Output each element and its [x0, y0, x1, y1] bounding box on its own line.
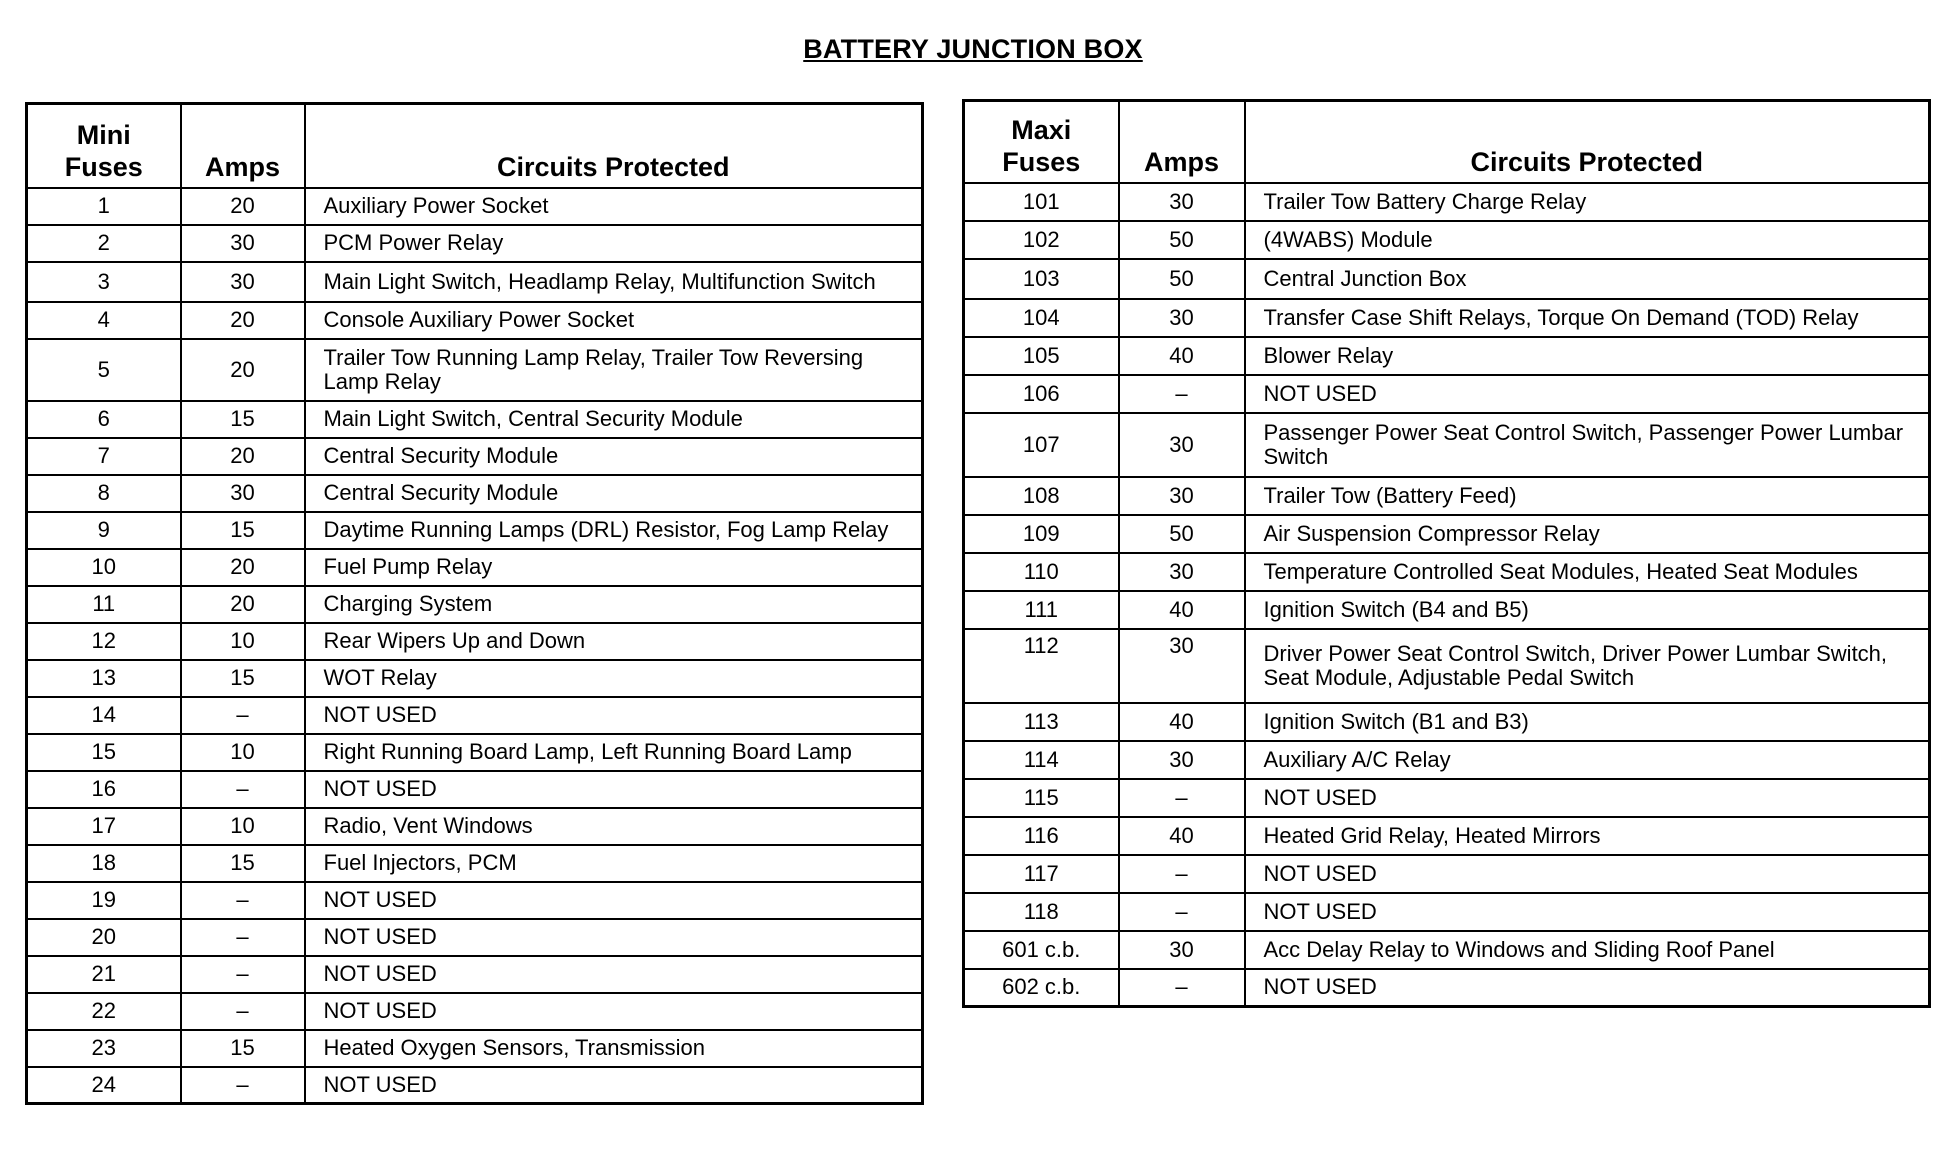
table-row [964, 893, 1930, 931]
circuits-protected: Acc Delay Relay to Windows and Sliding Roof Panel [1245, 931, 1930, 969]
fuse-amps: – [181, 771, 305, 808]
fuse-number: 102 [964, 221, 1119, 259]
table-row [27, 993, 923, 1030]
fuse-number: 8 [27, 475, 181, 512]
fuse-number: 602 c.b. [964, 969, 1119, 1007]
table-row [27, 808, 923, 845]
table-row [27, 623, 923, 660]
table-row [27, 1067, 923, 1104]
circuits-protected: Trailer Tow Running Lamp Relay, Trailer Tow Reversing Lamp Relay [305, 339, 923, 401]
table-row [964, 817, 1930, 855]
fuse-number: 13 [27, 660, 181, 697]
fuse-number: 101 [964, 183, 1119, 221]
table-row [964, 591, 1930, 629]
fuse-amps: – [1119, 375, 1245, 413]
fuse-number: 11 [27, 586, 181, 623]
circuits-protected: Radio, Vent Windows [305, 808, 923, 845]
circuits-protected: Ignition Switch (B4 and B5) [1245, 591, 1930, 629]
table-row [27, 734, 923, 771]
fuse-number: 110 [964, 553, 1119, 591]
fuse-number: 9 [27, 512, 181, 549]
table-row [964, 477, 1930, 515]
table-row [27, 262, 923, 302]
header-amps: Amps [1119, 101, 1245, 183]
fuse-number: 118 [964, 893, 1119, 931]
fuse-number: 116 [964, 817, 1119, 855]
table-row [964, 413, 1930, 477]
fuse-amps: 40 [1119, 337, 1245, 375]
circuits-protected: NOT USED [1245, 779, 1930, 817]
fuse-amps: 15 [181, 660, 305, 697]
circuits-protected: Trailer Tow (Battery Feed) [1245, 477, 1930, 515]
table-row [964, 931, 1930, 969]
table-row [27, 225, 923, 262]
fuse-number: 5 [27, 339, 181, 401]
header-circuits-protected: Circuits Protected [1245, 101, 1930, 183]
header-circuits-protected: Circuits Protected [305, 104, 923, 188]
circuits-protected: NOT USED [305, 1067, 923, 1104]
fuse-number: 7 [27, 438, 181, 475]
table-row [964, 855, 1930, 893]
table-row [27, 919, 923, 956]
circuits-protected: Temperature Controlled Seat Modules, Heated Seat Modules [1245, 553, 1930, 591]
header-maxi-fuses: Maxi Fuses [964, 101, 1119, 183]
fuse-amps: 30 [1119, 931, 1245, 969]
mini-fuses-header [27, 104, 923, 188]
fuse-number: 19 [27, 882, 181, 919]
fuse-amps: 40 [1119, 703, 1245, 741]
table-row [964, 515, 1930, 553]
fuse-number: 103 [964, 259, 1119, 299]
circuits-protected: NOT USED [305, 956, 923, 993]
fuse-number: 24 [27, 1067, 181, 1104]
table-row [27, 956, 923, 993]
fuse-number: 113 [964, 703, 1119, 741]
circuits-protected: Main Light Switch, Headlamp Relay, Multifunction Switch [305, 262, 923, 302]
fuse-amps: 30 [1119, 413, 1245, 477]
fuse-number: 2 [27, 225, 181, 262]
fuse-number: 17 [27, 808, 181, 845]
fuse-amps: 20 [181, 549, 305, 586]
table-row [27, 882, 923, 919]
maxi-fuses-body [964, 183, 1930, 1007]
table-row [964, 969, 1930, 1007]
fuse-number: 108 [964, 477, 1119, 515]
fuse-amps: 30 [1119, 477, 1245, 515]
fuse-number: 22 [27, 993, 181, 1030]
table-row [964, 375, 1930, 413]
table-row [27, 512, 923, 549]
fuse-number: 112 [964, 629, 1119, 703]
fuse-amps: 30 [1119, 741, 1245, 779]
fuse-number: 14 [27, 697, 181, 734]
fuse-number: 16 [27, 771, 181, 808]
fuse-amps: 20 [181, 188, 305, 225]
fuse-amps: – [181, 993, 305, 1030]
circuits-protected: NOT USED [305, 993, 923, 1030]
fuse-amps: 15 [181, 845, 305, 882]
fuse-number: 1 [27, 188, 181, 225]
fuse-number: 601 c.b. [964, 931, 1119, 969]
fuse-amps: – [1119, 855, 1245, 893]
table-row [27, 1030, 923, 1067]
fuse-number: 107 [964, 413, 1119, 477]
circuits-protected: NOT USED [305, 882, 923, 919]
fuse-amps: 50 [1119, 515, 1245, 553]
table-row [964, 183, 1930, 221]
circuits-protected: Blower Relay [1245, 337, 1930, 375]
circuits-protected: Air Suspension Compressor Relay [1245, 515, 1930, 553]
fuse-number: 4 [27, 302, 181, 339]
maxi-fuses-header [964, 101, 1930, 183]
fuse-amps: – [181, 882, 305, 919]
circuits-protected: Passenger Power Seat Control Switch, Passenger Power Lumbar Switch [1245, 413, 1930, 477]
circuits-protected: Auxiliary Power Socket [305, 188, 923, 225]
circuits-protected: NOT USED [1245, 855, 1930, 893]
fuse-amps: 30 [181, 475, 305, 512]
table-row [964, 553, 1930, 591]
fuse-number: 21 [27, 956, 181, 993]
circuits-protected: NOT USED [1245, 969, 1930, 1007]
circuits-protected: Rear Wipers Up and Down [305, 623, 923, 660]
fuse-amps: 15 [181, 401, 305, 438]
table-row [27, 438, 923, 475]
page-title: BATTERY JUNCTION BOX [803, 34, 1143, 64]
fuse-amps: 40 [1119, 817, 1245, 855]
fuse-amps: 50 [1119, 221, 1245, 259]
table-row [27, 586, 923, 623]
circuits-protected: Fuel Injectors, PCM [305, 845, 923, 882]
fuse-amps: – [181, 1067, 305, 1104]
mini-fuses-body [27, 188, 923, 1104]
fuse-number: 15 [27, 734, 181, 771]
fuse-amps: – [1119, 969, 1245, 1007]
circuits-protected: NOT USED [305, 771, 923, 808]
fuse-amps: 20 [181, 586, 305, 623]
header-amps: Amps [181, 104, 305, 188]
fuse-number: 105 [964, 337, 1119, 375]
circuits-protected: NOT USED [305, 919, 923, 956]
table-row [27, 771, 923, 808]
fuse-amps: – [181, 919, 305, 956]
table-row [27, 401, 923, 438]
fuse-number: 20 [27, 919, 181, 956]
fuse-amps: 30 [1119, 183, 1245, 221]
mini-fuses-table [25, 102, 924, 1105]
circuits-protected: Heated Grid Relay, Heated Mirrors [1245, 817, 1930, 855]
table-row [27, 845, 923, 882]
circuits-protected: Central Junction Box [1245, 259, 1930, 299]
fuse-amps: – [1119, 779, 1245, 817]
circuits-protected: NOT USED [1245, 375, 1930, 413]
table-row [27, 302, 923, 339]
fuse-amps: 10 [181, 734, 305, 771]
circuits-protected: Auxiliary A/C Relay [1245, 741, 1930, 779]
fuse-amps: 10 [181, 808, 305, 845]
fuse-number: 12 [27, 623, 181, 660]
table-row [964, 779, 1930, 817]
circuits-protected: PCM Power Relay [305, 225, 923, 262]
fuse-amps: – [1119, 893, 1245, 931]
fuse-number: 111 [964, 591, 1119, 629]
circuits-protected: Heated Oxygen Sensors, Transmission [305, 1030, 923, 1067]
fuse-number: 115 [964, 779, 1119, 817]
fuse-amps: 20 [181, 302, 305, 339]
fuse-number: 18 [27, 845, 181, 882]
circuits-protected: (4WABS) Module [1245, 221, 1930, 259]
table-row [27, 549, 923, 586]
circuits-protected: Ignition Switch (B1 and B3) [1245, 703, 1930, 741]
fuse-amps: 10 [181, 623, 305, 660]
fuse-amps: 20 [181, 438, 305, 475]
table-row [964, 629, 1930, 703]
circuits-protected: Driver Power Seat Control Switch, Driver Power Lumbar Switch, Seat Module, Adjustable Pedal Switch [1245, 629, 1930, 703]
fuse-amps: 15 [181, 512, 305, 549]
table-row [27, 660, 923, 697]
circuits-protected: Fuel Pump Relay [305, 549, 923, 586]
header-mini-fuses: Mini Fuses [27, 104, 181, 188]
circuits-protected: Transfer Case Shift Relays, Torque On Demand (TOD) Relay [1245, 299, 1930, 337]
table-row [27, 188, 923, 225]
fuse-amps: 30 [1119, 629, 1245, 703]
table-row [27, 475, 923, 512]
circuits-protected: Central Security Module [305, 438, 923, 475]
fuse-amps: 20 [181, 339, 305, 401]
fuse-number: 106 [964, 375, 1119, 413]
fuse-number: 117 [964, 855, 1119, 893]
table-row [964, 259, 1930, 299]
circuits-protected: Central Security Module [305, 475, 923, 512]
fuse-number: 104 [964, 299, 1119, 337]
fuse-number: 114 [964, 741, 1119, 779]
circuits-protected: Right Running Board Lamp, Left Running Board Lamp [305, 734, 923, 771]
fuse-amps: 30 [1119, 299, 1245, 337]
table-row [964, 741, 1930, 779]
fuse-amps: – [181, 697, 305, 734]
fuse-amps: 30 [181, 262, 305, 302]
fuse-number: 109 [964, 515, 1119, 553]
fuse-amps: 15 [181, 1030, 305, 1067]
fuse-amps: 40 [1119, 591, 1245, 629]
fuse-amps: 30 [1119, 553, 1245, 591]
fuse-amps: 50 [1119, 259, 1245, 299]
fuse-number: 6 [27, 401, 181, 438]
circuits-protected: Console Auxiliary Power Socket [305, 302, 923, 339]
table-row [27, 339, 923, 401]
fuse-amps: – [181, 956, 305, 993]
circuits-protected: Main Light Switch, Central Security Module [305, 401, 923, 438]
fuse-amps: 30 [181, 225, 305, 262]
table-row [27, 697, 923, 734]
fuse-number: 10 [27, 549, 181, 586]
circuits-protected: Charging System [305, 586, 923, 623]
fuse-number: 23 [27, 1030, 181, 1067]
circuits-protected: WOT Relay [305, 660, 923, 697]
circuits-protected: NOT USED [1245, 893, 1930, 931]
circuits-protected: NOT USED [305, 697, 923, 734]
table-row [964, 337, 1930, 375]
table-row [964, 703, 1930, 741]
circuits-protected: Daytime Running Lamps (DRL) Resistor, Fog Lamp Relay [305, 512, 923, 549]
circuits-protected: Trailer Tow Battery Charge Relay [1245, 183, 1930, 221]
table-row [964, 221, 1930, 259]
fuse-number: 3 [27, 262, 181, 302]
table-row [964, 299, 1930, 337]
maxi-fuses-table [962, 99, 1931, 1008]
